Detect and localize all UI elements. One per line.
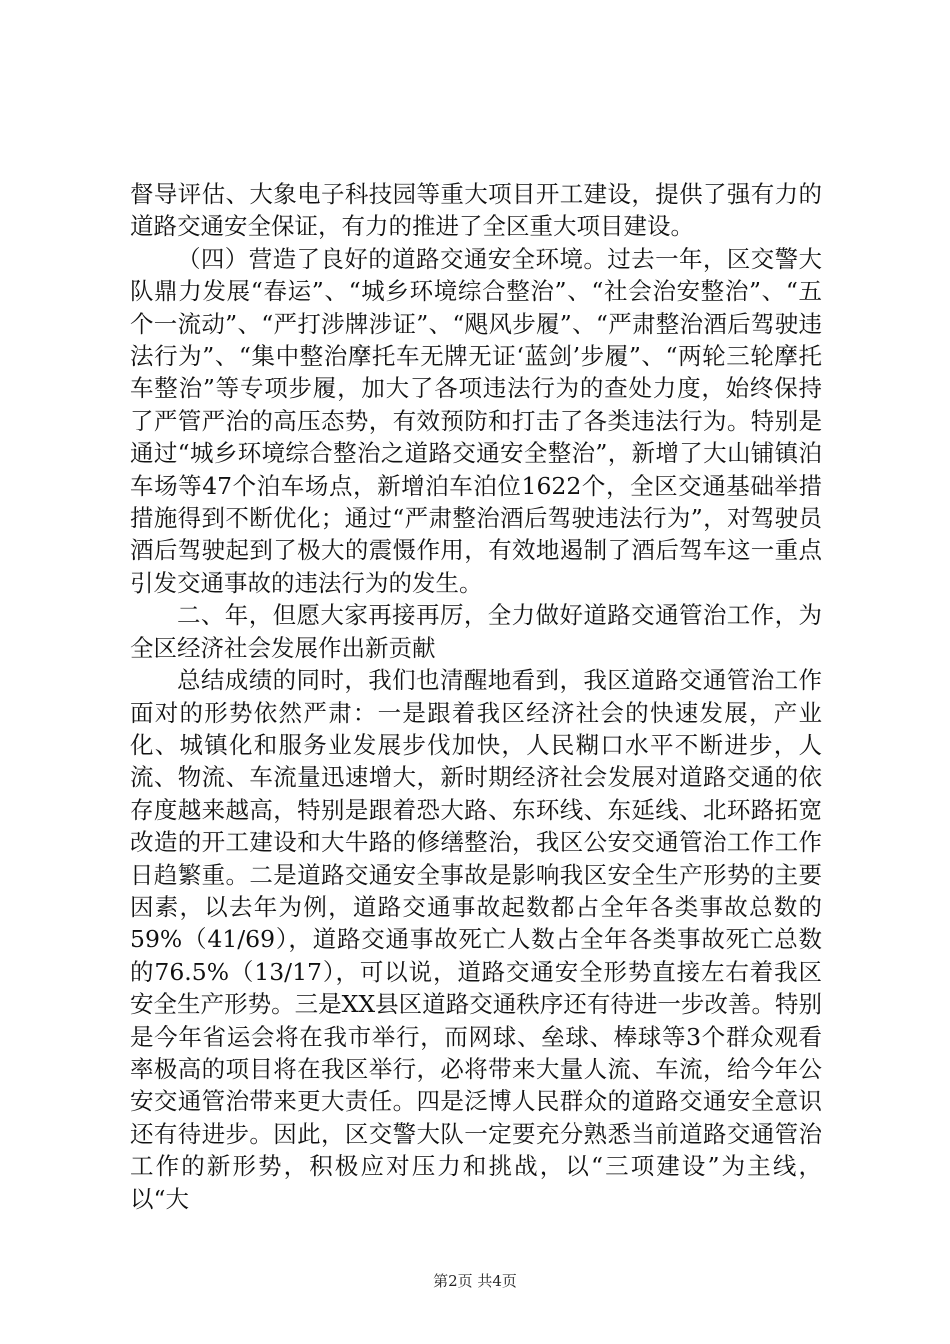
paragraph-continuation: 督导评估、大象电子科技园等重大项目开工建设，提供了强有力的道路交通安全保证，有力的推进了全区重大项目建设。 bbox=[130, 180, 822, 241]
page-number-footer: 第2页 共4页 bbox=[433, 1272, 517, 1290]
paragraph-summary: 总结成绩的同时，我们也清醒地看到，我区道路交通管治工作面对的形势依然严肃：一是跟着我区经济社会的快速发展，产业化、城镇化和服务业发展步伐加快，人民糊口水平不断进步，人流、物流、车流量迅速增大，新时期经济社会发展对道路交通的依存度越来越高，特别是跟着恐大路、东环线、东延线、北环路拓宽改造的开工建设和大牛路的修缮整治，我区公安交通管治工作工作日趋繁重。二是道路交通安全事故是影响我区安全生产形势的主要因素，以去年为例，道路交通事故起数都占全年各类事故总数的59%（41/69），道路交通事故死亡人数占全年各类事故死亡总数的76.5%（13/17），可以说，道路交通安全形势直接左右着我区安全生产形势。三是XX县区道路交通秩序还有待进一步改善。特别是今年省运会将在我市举行，而网球、垒球、棒球等3个群众观看率极高的项目将在我区举行，必将带来大量人流、车流，给今年公安交通管治带来更大责任。四是泛博人民群众的道路交通安全意识还有待进步。因此，区交警大队一定要充分熟悉当前道路交通管治工作的新形势，积极应对压力和挑战，以“三项建设”为主线，以“大 bbox=[130, 666, 822, 1213]
section-heading-two: 二、年，但愿大家再接再厉，全力做好道路交通管治工作，为全区经济社会发展作出新贡献 bbox=[130, 601, 822, 662]
paragraph-section-four: （四）营造了良好的道路交通安全环境。过去一年，区交警大队鼎力发展“春运”、“城乡环境综合整治”、“社会治安整治”、“五个一流动”、“严打涉牌涉证”、“飓风步履”、“严肃整治酒后驾驶违法行为”、“集中整治摩托车无牌无证‘蓝剑’步履”、“两轮三轮摩托车整治”等专项步履，加大了各项违法行为的查处力度，始终保持了严管严治的高压态势，有效预防和打击了各类违法行为。特别是通过“城乡环境综合整治之道路交通安全整治”，新增了大山铺镇泊车场等47个泊车场点，新增泊车泊位1622个，全区交通基础举措措施得到不断优化；通过“严肃整治酒后驾驶违法行为”，对驾驶员酒后驾驶起到了极大的震慑作用，有效地遏制了酒后驾车这一重点引发交通事故的违法行为的发生。 bbox=[130, 244, 822, 597]
document-body bbox=[130, 178, 822, 1215]
